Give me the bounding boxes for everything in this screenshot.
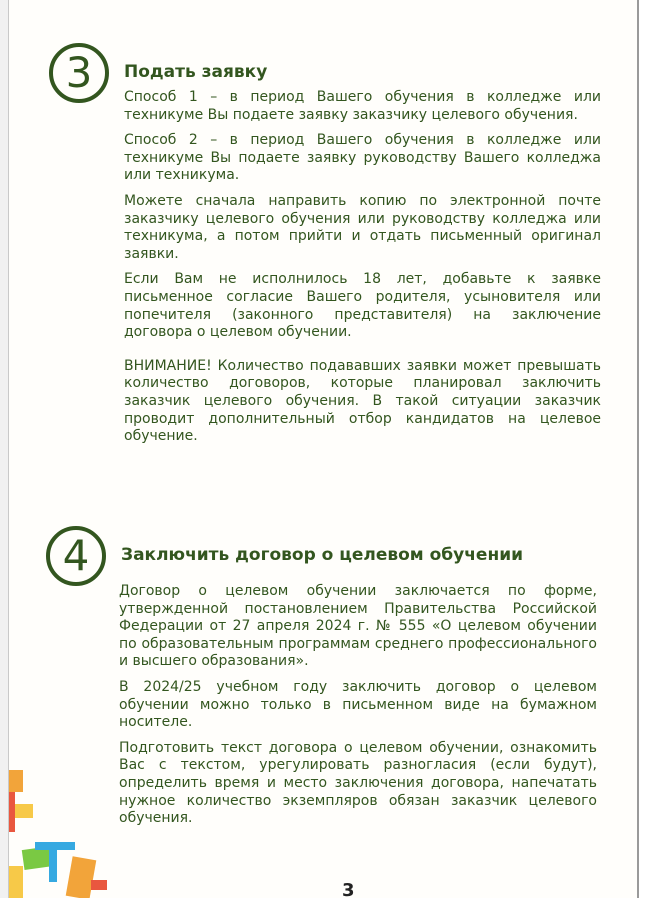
viewer-left-edge: [0, 0, 9, 898]
document-page: [9, 0, 637, 901]
step-4-number: 4: [62, 531, 90, 580]
step-3-paragraph-1: Способ 1 – в период Вашего обучения в колледже или техникуме Вы подаете заявку заказчику целевого обучения.: [124, 89, 601, 123]
step-4-paragraph-3: Подготовить текст договора о целевом обучении, ознакомить Вас с текстом, урегулировать разногласия (если будут), определить время и место заключения договора, напечатать нужное количество экземпляров обязан заказчик целевого обучения.: [119, 739, 597, 827]
step-4-circle: [46, 526, 106, 586]
step-3-paragraph-4: Если Вам не исполнилось 18 лет, добавьте к заявке письменное согласие Вашего родителя, усыновителя или попечителя (законного представителя) на заключение договора о целевом обучении.: [124, 271, 601, 341]
page-number: 3: [342, 880, 355, 901]
step-3-paragraph-3: Можете сначала направить копию по электронной почте заказчику целевого обучения или руководству колледжа или техникума, а потом прийти и отдать письменный оригинал заявки.: [124, 192, 601, 262]
step-3-body: [124, 89, 601, 454]
viewer-right-edge: [637, 0, 652, 898]
step-3-title: Подать заявку: [124, 62, 268, 82]
step-4-body: [119, 583, 597, 836]
step-3-paragraph-2: Способ 2 – в период Вашего обучения в колледже или техникуме Вы подаете заявку руководству Вашего колледжа или техникума.: [124, 132, 601, 184]
step-4-paragraph-1: Договор о целевом обучении заключается по форме, утвержденной постановлением Правительства Российской Федерации от 27 апреля 2024 г. № 555 «О целевом обучении по образовательным программам среднего профессионального и высшего образования».: [119, 583, 597, 670]
decorative-blocks-graphic: [9, 770, 119, 898]
step-3-warning-paragraph: ВНИМАНИЕ! Количество подававших заявки может превышать количество договоров, которые планировал заключить заказчик целевого обучения. В такой ситуации заказчик проводит дополнительный отбор кандидатов на целевое обучение.: [124, 357, 601, 445]
step-4-title: Заключить договор о целевом обучении: [121, 545, 524, 565]
step-4-paragraph-2: В 2024/25 учебном году заключить договор о целевом обучении можно только в письменном виде на бумажном носителе.: [119, 678, 597, 731]
step-3-circle: [49, 43, 109, 103]
step-3-number: 3: [65, 48, 93, 97]
